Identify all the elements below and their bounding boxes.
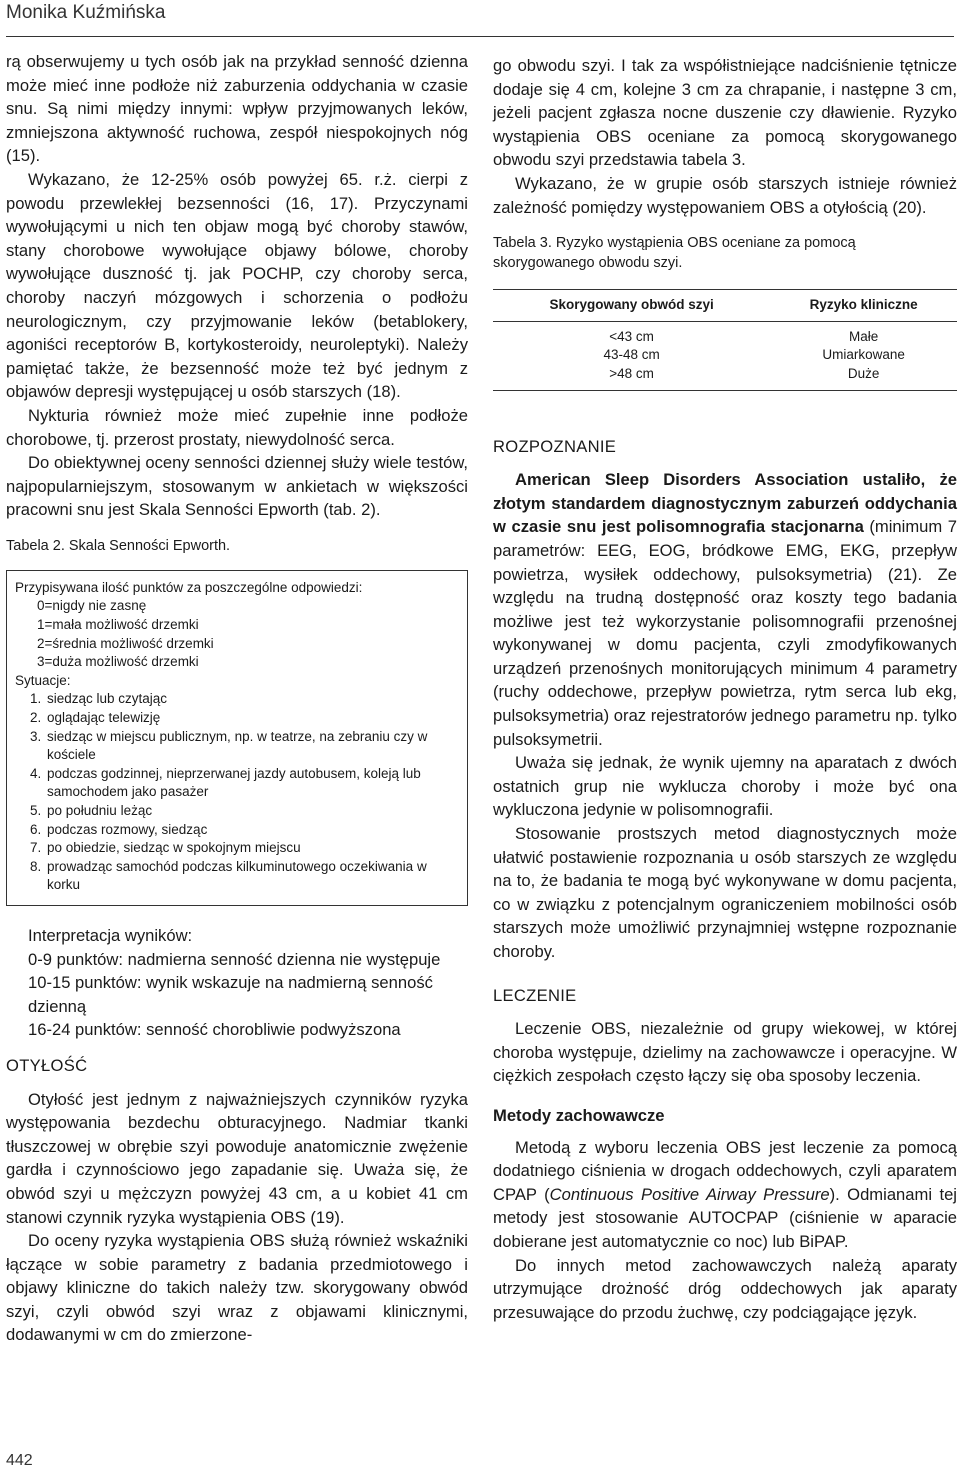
interpretation-line: 10-15 punktów: wynik wskazuje na nadmierną senność dzienną — [28, 973, 433, 1016]
situation-item: 8. prowadząc samochód podczas kilkuminutowego oczekiwania w korku — [45, 858, 459, 895]
paragraph-part: Metodą z wyboru leczenia OBS jest leczenie za pomocą dodatniego ciśnienia w drogach oddechowych, czyli aparatem CPAP ( — [493, 1137, 957, 1204]
table3-caption: Tabela 3. Ryzyko wystąpienia OBS oceniane za pomocą skorygowanego obwodu szyi. — [493, 235, 856, 272]
table-cell: 43-48 cm — [603, 347, 660, 363]
table-cell: Duże — [847, 365, 880, 381]
table-row — [493, 321, 957, 346]
neck-circumference-risk-table — [493, 289, 957, 390]
interpretation-line: 16-24 punktów: senność chorobliwie podwyższona — [28, 1020, 401, 1040]
interpretation-block — [6, 924, 468, 1042]
paragraph: Uważa się jednak, że wynik ujemny na aparatach z dwóch ostatnich grup nie wyklucza choroby i może być ona wykluczona jedynie w polisomnografii. — [493, 753, 957, 820]
score-item: 3=duża możliwość drzemki — [37, 654, 199, 670]
paragraph: Do oceny ryzyka wystąpienia OBS służą również wskaźniki łączące w sobie parametry z badania przedmiotowego i objawy kliniczne do takich należy tzw. skorygowany obwód szyi, czyli obwód szyi wraz z objawami klinicznymi, dodawanymi w cm do zmierzone- — [6, 1231, 468, 1345]
section-heading-obesity: OTYŁOŚĆ — [6, 1055, 88, 1075]
table-row — [493, 365, 957, 390]
header-rule — [6, 36, 954, 37]
italic-term: Continuous Positive Airway Pressure — [549, 1184, 830, 1204]
left-column — [6, 50, 468, 1347]
situation-item: 4. podczas godzinnej, nieprzerwanej jazdy autobusem, koleją lub samochodem jako pasażer — [45, 765, 459, 802]
score-item: 1=mała możliwość drzemki — [37, 617, 199, 633]
running-header-author: Monika Kuźmińska — [6, 2, 166, 23]
paragraph: Nykturia również może mieć zupełnie inne podłoże chorobowe, tj. przerost prostaty, niewydolność serca. — [6, 405, 468, 449]
situation-item: 6. podczas rozmowy, siedząc — [45, 821, 459, 840]
paragraph-part: ). Odmianami tej metody jest stosowanie AUTOCPAP (ciśnienie w aparacie dobierane jest automatycznie co noc) lub BiPAP. — [493, 1184, 957, 1251]
right-column — [493, 54, 957, 1324]
situation-item: 3. siedząc w miejscu publicznym, np. w teatrze, na zebraniu czy w kościele — [45, 728, 459, 765]
paragraph-continuation: (minimum 7 parametrów: EEG, EOG, bródkowe EMG, EKG, przepływ powietrza, wysiłek oddechowy, pulsoksymetria) (21). Ze względu na trudną dostępność oraz koszty tego badania możliwe jest też wykorzystanie polisomnografii przenośnej wykonywanej w domu pacjenta, czyli zmodyfikowanych urządzeń przenośnych monitorujących minimum 4 parametry (ruchy oddechowe, przepływ powietrza, rytm serca lub ekg, pulsoksymetria) oraz rejestratorów jednego parametru np. tylko pulsoksymetrii. — [493, 517, 957, 749]
section-heading-diagnosis: ROZPOZNANIE — [493, 436, 617, 456]
table3-header: Ryzyko kliniczne — [770, 290, 957, 322]
paragraph: rą obserwujemy u tych osób jak na przykład senność dzienna może mieć inne podłoże niż zaburzenia oddychania w czasie snu. Są nimi między innymi: wpływ przyjmowanych leków, zmniejszona aktywność ruchowa, zespół niespokojnych nóg (15). — [6, 52, 468, 166]
situation-item: 7. po obiedzie, siedząc w spokojnym miejscu — [45, 839, 459, 858]
situation-item: 5. po południu leżąc — [45, 802, 459, 821]
table-cell: Małe — [848, 328, 879, 344]
paragraph: Stosowanie prostszych metod diagnostycznych może ułatwić postawienie rozpoznania u osób starszych ze względu na to, że badania te mogą być wykonywane w domu pacjenta, co w związku z potencjalnym ograniczeniem mobilności osób starszych może umożliwić przynajmniej wstępne rozpoznanie choroby. — [493, 824, 957, 961]
paragraph: Otyłość jest jednym z najważniejszych czynników ryzyka występowania bezdechu obturacyjnego. Nadmiar tkanki tłuszczowej w obrębie szyi powoduje anatomicznie zwężenie gardła i czynnościowo jego zapadanie się. Uważa się, że obwód szyi u mężczyzn powyżej 43 cm, a u kobiet 41 cm stanowi czynnik ryzyka wystąpienia OBS (19). — [6, 1089, 468, 1227]
paragraph: go obwodu szyi. I tak za współistniejące nadciśnienie tętnicze dodaje się 4 cm, kolejne 3 cm za chrapanie, i następne 3 cm, jeżeli pacjent zgłasza nocne duszenie czy dławienie. Ryzyko wystąpienia OBS oceniane za pomocą skorygowanego obwodu szyi przedstawia tabela 3. — [493, 56, 957, 170]
table-cell: <43 cm — [609, 328, 654, 344]
situations-list — [15, 690, 459, 895]
page-number: 442 — [6, 1452, 33, 1469]
interpretation-title: Interpretacja wyników: — [28, 925, 193, 945]
epworth-scale-table — [6, 570, 468, 906]
table2-intro: Przypisywana ilość punktów za poszczególne odpowiedzi: — [15, 579, 363, 595]
score-item: 2=średnia możliwość drzemki — [37, 635, 214, 651]
paragraph: Leczenie OBS, niezależnie od grupy wiekowej, w której choroba występuje, dzielimy na zachowawcze i operacyjne. W ciężkich zespołach często łączy się oba sposoby leczenia. — [493, 1019, 957, 1086]
table2-caption: Tabela 2. Skala Senności Epworth. — [6, 537, 231, 554]
paragraph: Do innych metod zachowawczych należą aparaty utrzymujące drożność dróg oddechowych jak aparaty przesuwające do przodu żuchwę, czy podciągające język. — [493, 1255, 957, 1322]
section-heading-treatment: LECZENIE — [493, 985, 577, 1005]
table3-header: Skorygowany obwód szyi — [493, 290, 770, 322]
situation-item: 1. siedząc lub czytając — [45, 690, 459, 709]
table-row — [493, 346, 957, 365]
situation-item: 2. oglądając telewizję — [45, 709, 459, 728]
paragraph: Wykazano, że 12-25% osób powyżej 65. r.ż. cierpi z powodu przewlekłej bezsenności (16, 17). Przyczynami wywołującymi u nich ten objaw mogą być choroby stawów, stany chorobowe wywołujące objawy bólowe, choroby wywołujące duszność tj. jak POCHP, czy choroby serca, choroby naczyń mózgowych i schorzenia o podłożu neurologicznym, czy przyjmowanie leków (betablokery, agoniści receptorów B, kortykosteroidy, neuroleptyki). Należy pamiętać także, że bezsenność może też być jednym z objawów depresji występującej u osób starszych (18). — [6, 169, 468, 402]
table-cell: Umiarkowane — [822, 347, 905, 363]
bold-statement: American Sleep Disorders Association ustaliło, że złotym standardem diagnostycznym zaburzeń oddychania w czasie snu jest polisomnografia stacjonarna — [493, 470, 957, 537]
score-item: 0=nigdy nie zasnę — [37, 598, 147, 614]
paragraph: Wykazano, że w grupie osób starszych istnieje również zależność pomiędzy występowaniem OBS a otyłością (20). — [493, 173, 957, 217]
paragraph — [493, 1136, 957, 1254]
subheading-conservative-methods: Metody zachowawcze — [493, 1105, 665, 1125]
interpretation-line: 0-9 punktów: nadmierna senność dzienna nie występuje — [28, 949, 441, 969]
paragraph — [493, 468, 957, 751]
table-cell: >48 cm — [609, 365, 654, 381]
situations-label: Sytuacje: — [15, 672, 71, 688]
paragraph: Do obiektywnej oceny senności dziennej służy wiele testów, najpopularniejszym, stosowanym w ankietach w większości pracowni snu jest Skala Senności Epworth (tab. 2). — [6, 453, 468, 520]
